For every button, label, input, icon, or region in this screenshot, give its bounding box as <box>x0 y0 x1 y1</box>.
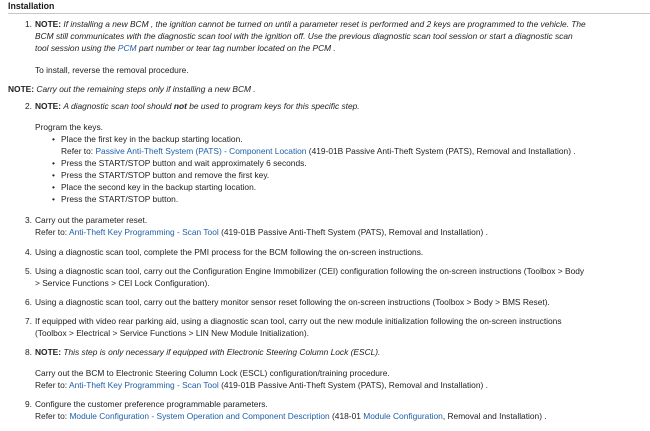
note-text: A diagnostic scan tool should <box>63 101 172 111</box>
step-1-note-line-1 <box>35 19 586 30</box>
step-2-refer <box>61 146 576 157</box>
refer-text: (418-01 <box>332 411 361 421</box>
key-programming-link[interactable]: Anti-Theft Key Programming - Scan Tool <box>69 227 219 237</box>
step-7-line-2: (Toolbox > Electrical > Service Functions > LIN New Module Initialization). <box>35 328 309 338</box>
step-7-number: 7. <box>25 316 32 326</box>
section-heading: Installation <box>8 1 55 11</box>
note-text: Carry out the remaining steps only if installing a new BCM . <box>36 84 256 94</box>
step-3-text: Carry out the parameter reset. <box>35 215 148 225</box>
step-1-note-line-2 <box>35 31 573 42</box>
bullet-item: • Place the second key in the backup starting location. <box>61 182 256 193</box>
step-4-number: 4. <box>25 247 32 257</box>
bullet-item: • Press the START/STOP button. <box>61 194 178 205</box>
refer-label: Refer to: <box>61 146 94 156</box>
step-2-note <box>35 101 360 112</box>
pats-component-location-link[interactable]: Passive Anti-Theft System (PATS) - Component Location <box>95 146 307 156</box>
heading-divider <box>8 13 650 14</box>
step-1-note-line-3 <box>35 43 336 54</box>
refer-text: , Removal and Installation) . <box>442 411 547 421</box>
step-2-number: 2. <box>25 101 32 111</box>
step-1-install-text: To install, reverse the removal procedure. <box>35 65 189 75</box>
step-8-number: 8. <box>25 347 32 357</box>
note-text: be used to program keys for this specific step. <box>189 101 360 111</box>
pcm-link[interactable]: PCM <box>117 43 137 53</box>
step-3-refer <box>35 227 488 238</box>
note-emphasis: not <box>173 101 187 111</box>
step-9-text: Configure the customer preference programmable parameters. <box>35 399 268 409</box>
step-5-line-1: Using a diagnostic scan tool, carry out the Configuration Engine Immobilizer (CEI) configuration following the on-screen instructions (Toolbox > Body <box>35 266 585 276</box>
general-note <box>8 84 256 95</box>
step-6-text: Using a diagnostic scan tool, carry out the battery monitor sensor reset following the on-screen instructions (Toolbox > Body > BMS Reset). <box>35 297 550 307</box>
key-programming-link[interactable]: Anti-Theft Key Programming - Scan Tool <box>69 380 219 390</box>
bullet-item: • Press the START/STOP button and remove the first key. <box>61 170 269 181</box>
note-label: NOTE: <box>35 19 62 29</box>
step-2-program-text: Program the keys. <box>35 122 103 132</box>
note-text: If installing a new BCM , the ignition cannot be turned on until a parameter reset is performed and 2 keys are programmed to the vehicle. The <box>63 19 586 29</box>
step-8-text: Carry out the BCM to Electronic Steering Column Lock (ESCL) configuration/training procedure. <box>35 368 390 378</box>
refer-label: Refer to: <box>35 380 68 390</box>
step-9-number: 9. <box>25 399 32 409</box>
module-configuration-link[interactable]: Module Configuration <box>363 411 443 421</box>
note-label: NOTE: <box>8 84 35 94</box>
step-8-note <box>35 347 380 358</box>
step-7-line-1: If equipped with video rear parking aid, using a diagnostic scan tool, carry out the new module initialization following the on-screen instructions <box>35 316 562 326</box>
module-configuration-description-link[interactable]: Module Configuration - System Operation and Component Description <box>69 411 330 421</box>
note-text: This step is only necessary if equipped with Electronic Steering Column Lock (ESCL). <box>63 347 381 357</box>
note-label: NOTE: <box>35 101 62 111</box>
step-4-text: Using a diagnostic scan tool, complete the PMI process for the BCM following the on-screen instructions. <box>35 247 424 257</box>
bullet-item: • Place the first key in the backup starting location. <box>61 134 243 145</box>
step-6-number: 6. <box>25 297 32 307</box>
note-text: tool session using the <box>35 43 116 53</box>
refer-label: Refer to: <box>35 227 68 237</box>
refer-label: Refer to: <box>35 411 68 421</box>
bullet-item: • Press the START/STOP button and wait approximately 6 seconds. <box>61 158 307 169</box>
step-9-refer <box>35 411 547 422</box>
refer-text: (419-01B Passive Anti-Theft System (PATS), Removal and Installation) . <box>308 146 576 156</box>
refer-text: (419-01B Passive Anti-Theft System (PATS), Removal and Installation) . <box>221 227 488 237</box>
note-text: part number or tear tag number located on the PCM . <box>138 43 336 53</box>
step-1-number: 1. <box>25 19 32 29</box>
step-8-refer <box>35 380 488 391</box>
refer-text: (419-01B Passive Anti-Theft System (PATS), Removal and Installation) . <box>221 380 488 390</box>
note-text: BCM still communicates with the diagnostic scan tool with the ignition off. Use the previous diagnostic scan tool session or start a diagnostic scan <box>35 31 573 41</box>
step-3-number: 3. <box>25 215 32 225</box>
step-5-line-2: > Service Functions > CEI Lock Configuration). <box>35 278 210 288</box>
note-label: NOTE: <box>35 347 62 357</box>
step-5-number: 5. <box>25 266 32 276</box>
